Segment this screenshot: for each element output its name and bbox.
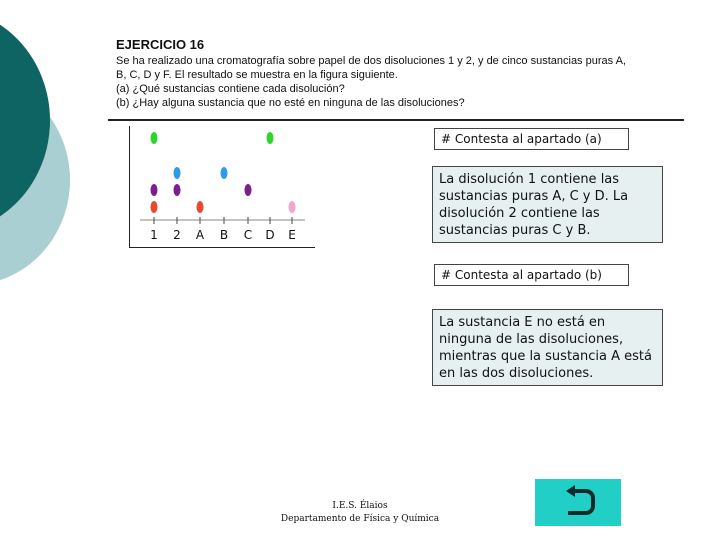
exercise-statement	[116, 54, 686, 110]
chromatography-chart	[129, 126, 315, 248]
chromatogram-plot	[130, 126, 315, 247]
part-a-answer[interactable]: La disolución 1 contiene las sustancias puras A, C y D. La disolución 2 contiene las sustancias puras C y B.	[432, 166, 663, 243]
statement-line: Se ha realizado una cromatografía sobre papel de dos disoluciones 1 y 2, y de cinco sustancias puras A,	[116, 55, 626, 67]
exercise-title: EJERCICIO 16	[116, 37, 205, 52]
department-name: Departamento de Física y Química	[280, 514, 440, 524]
lane-label: C	[243, 228, 253, 242]
separator-line	[108, 119, 684, 121]
chromatography-spot	[245, 184, 252, 196]
statement-line: (b) ¿Hay alguna sustancia que no esté en ninguna de las disoluciones?	[116, 97, 465, 109]
statement-line: (a) ¿Qué sustancias contiene cada disolución?	[116, 83, 345, 95]
lane-label: A	[195, 228, 205, 242]
part-a-header: # Contesta al apartado (a)	[434, 128, 629, 150]
part-b-answer[interactable]: La sustancia E no está en ninguna de las disoluciones, mientras que la sustancia A está en las dos disoluciones.	[432, 309, 663, 386]
chromatography-spot	[289, 201, 296, 213]
lane-label: B	[219, 228, 229, 242]
chromatography-spot	[174, 184, 181, 196]
chromatography-spot	[151, 132, 158, 144]
chromatography-spot	[221, 167, 228, 179]
lane-label: 2	[173, 228, 181, 242]
lane-label: D	[265, 228, 275, 242]
chromatography-spot	[151, 184, 158, 196]
school-name: I.E.S. Élaios	[332, 501, 388, 511]
chromatography-spot	[174, 167, 181, 179]
lane-label: 1	[150, 228, 158, 242]
part-b-header: # Contesta al apartado (b)	[434, 264, 629, 286]
chromatography-spot	[197, 201, 204, 213]
back-button[interactable]	[535, 479, 621, 526]
chromatography-spot	[267, 132, 274, 144]
lane-label: E	[288, 228, 296, 242]
chromatography-spot	[151, 201, 158, 213]
footer	[250, 500, 470, 526]
statement-line: B, C, D y F. El resultado se muestra en la figura siguiente.	[116, 69, 398, 81]
return-arrow-icon	[562, 485, 596, 519]
